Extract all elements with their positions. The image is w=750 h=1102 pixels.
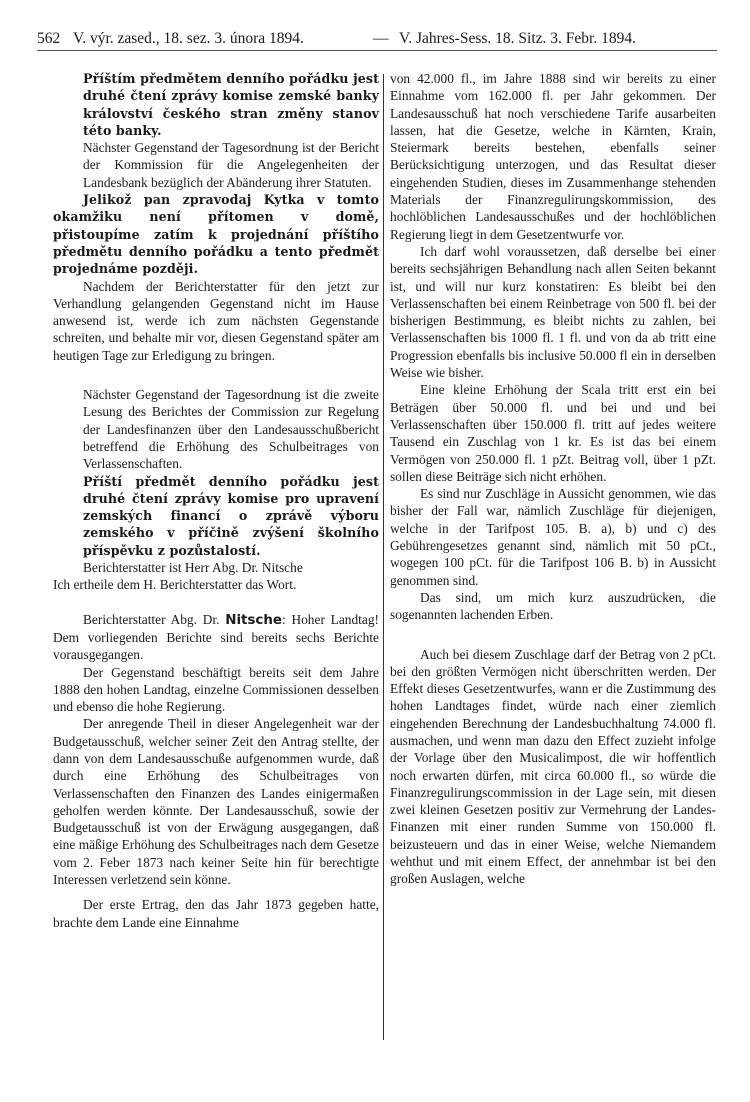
speech-opening: Berichterstatter Abg. Dr. Nitsche: Hoher Landtag! Dem vorliegenden Berichte sind bereits sechs Berichte vorausgegangen.	[53, 611, 379, 663]
announcement-german: Nachdem der Berichterstatter für den jetzt zur Verhandlung gelangenden Gegenstand nicht im Hause anwesend ist, werde ich zum nächsten Gegenstande schreiten, und behalte mir vor, diesen Gegenstand später am heutigen Tage zur Erledigung zu bringen.	[53, 278, 379, 363]
speech-paragraph: Der erste Ertrag, den das Jahr 1873 gegeben hatte, brachte dem Lande eine Einnahme	[53, 897, 379, 930]
speech-paragraph: Der anregende Theil in dieser Angelegenheit war der Budgetausschuß, welcher seiner Zeit den Antrag stellte, der dann von dem Landesausschuße aufgenommen wurde, daß durch eine Erhöhung des Schulbeitrages von Verlassenschaften den Finanzen des Landes einigermaßen geholfen werden könnte. Der Landesausschuß, sowie der Budgetausschuß ist von der Erwägung ausgegangen, daß eine mäßige Erhöhung des Schulbeitrages nach dem Gesetze vom 2. Feber 1873 nach keiner Seite hin für berechtigte Interessen verletzend sein könne.	[53, 716, 379, 888]
speech-paragraph: Eine kleine Erhöhung der Scala tritt erst ein bei Beträgen über 50.000 fl. und bei und und bei Verlassenschaften über 150.000 fl. tritt auf jedes weitere Tausend ein Zuschlag von 1 kr. Es ist das bei einem Vermögen von 250.000 fl. 1 pZt. Beitrag voll, über 1 pZt. sollen diese Beiträge sich nicht erhöhen.	[390, 382, 716, 484]
speech-paragraph: Auch bei diesem Zuschlage darf der Betrag von 2 pCt. bei den größten Vermögen nicht überschritten werden. Der Effekt dieses Gesetzentwurfes, wann er die Zustimmung des hohen Landtages findet, würde nach einer ziemlich eingehenden Berechnung der Landesbuchhaltung 74.000 fl. ausmachen, und wenn man dazu den Effect zuzieht infolge der Vorlage über den Musicalimpost, die wir hoffentlich noch erwarten dürfen, mit circa 60.000 fl., so würde die Finanzregulirungscommission in der Lage sein, mit diesen zwei kleinen Gesetzen positiv zur Vermehrung der Landes-Finanzen mit einer runden Summe von 150.000 fl. beizusteuern und das in einer Weise, welche Niemandem wehthut und mit einem Effect, der annehmbar ist bei den großen Auslagen, welche	[390, 646, 716, 887]
agenda-item-czech-1: Příštím předmětem denního pořádku jest druhé čtení zprávy komise zemské banky království českého stran změny stanov této banky.	[83, 71, 379, 138]
agenda-item-german-1: Nächster Gegenstand der Tagesordnung ist der Bericht der Kommission für die Angelegenheiten der Landesbank bezüglich der Abänderung ihrer Statuten.	[83, 140, 379, 190]
right-column	[390, 70, 716, 888]
column-divider	[383, 74, 384, 1040]
header-german-session: V. Jahres-Sess. 18. Sitz. 3. Febr. 1894.	[399, 30, 636, 47]
speech-paragraph: Ich darf wohl voraussetzen, daß derselbe bei einer bereits sechsjährigen Behandlung nach allen Seiten bekannt ist, und will nur kurz konstatiren: Es bleibt bei den Verlassenschaften bei einem Reinbetrage von 500 fl. bei der bisherigen Bestimmung, es bleibt nichts zu zahlen, bei Verlassenschaften bis 1000 fl. 1 fl. und von da ab tritt eine Progression ebenfalls bis inclusive 50.000 fl ein in derselben Weise wie bisher.	[390, 243, 716, 381]
announcement-czech: Jelikož pan zpravodaj Kytka v tomto okamžiku není přítomen v domě, přistoupíme zatím k projednání příštího předmětu denního pořádku a tento předmět projednáme později.	[53, 192, 379, 277]
header-separator: —	[373, 30, 389, 47]
agenda-item-german-2: Nächster Gegenstand der Tagesordnung ist die zweite Lesung des Berichtes der Commission zur Regelung der Landesfinanzen über den Landesausschußbericht betreffend die Erhöhung des Schulbeitrages von Verlassenschaften.	[83, 387, 379, 472]
header-rule	[37, 50, 717, 51]
left-column	[53, 70, 379, 931]
rapporteur-note: Berichterstatter ist Herr Abg. Dr. Nitsche	[83, 560, 303, 576]
agenda-item-czech-2: Příští předmět denního pořádku jest druhé čtení zprávy komise pro upravení zemských financí o zprávě výboru zemského v příčině zvýšení školního příspěvku z pozůstalostí.	[83, 473, 379, 558]
speech-paragraph: Der Gegenstand beschäftigt bereits seit dem Jahre 1888 den hohen Landtag, einzelne Commissionen desselben und ebenso die hohe Regierung.	[53, 664, 379, 715]
speaker-name: Nitsche	[225, 612, 282, 628]
page-header	[37, 30, 717, 50]
speech-paragraph: Das sind, um mich kurz auszudrücken, die sogenannten lachenden Erben.	[390, 589, 716, 623]
speech-paragraph: von 42.000 fl., im Jahre 1888 sind wir bereits zu einer Einnahme vom 162.000 fl. per Jahr gekommen. Der Landesausschuß hat noch verschiedene Tarife ausarbeiten lassen, hat die Gesetze, welche in Kärnten, Krain, Steiermark bereits bestehen, ebenfalls seiner Berücksichtigung unterzogen, und das Resultat dieser eingehenden Studien, dieses im Zusammenhange stehenden Materials der Finanzregulirungskommission, des hochlöblichen Landesausschußes und der hochlöblichen Regierung liegt in dem Gesetzentwurfe vor.	[390, 71, 716, 242]
header-czech-session: V. výr. zased., 18. sez. 3. února 1894.	[73, 30, 304, 47]
floor-given: Ich ertheile dem H. Berichterstatter das Wort.	[53, 577, 297, 593]
speech-paragraph: Es sind nur Zuschläge in Aussicht genommen, wie das bisher der Fall war, nämlich Zuschläge für diejenigen, welche in der Tarifpost 105. B. a), b) und c) des Gebührengesetzes genannt sind, nämlich mit 50 pCt., wogegen 100 pCt. für die Tarifpost 106 B. b) in Aussicht genommen sind.	[390, 486, 716, 588]
page-number: 562	[37, 30, 61, 47]
